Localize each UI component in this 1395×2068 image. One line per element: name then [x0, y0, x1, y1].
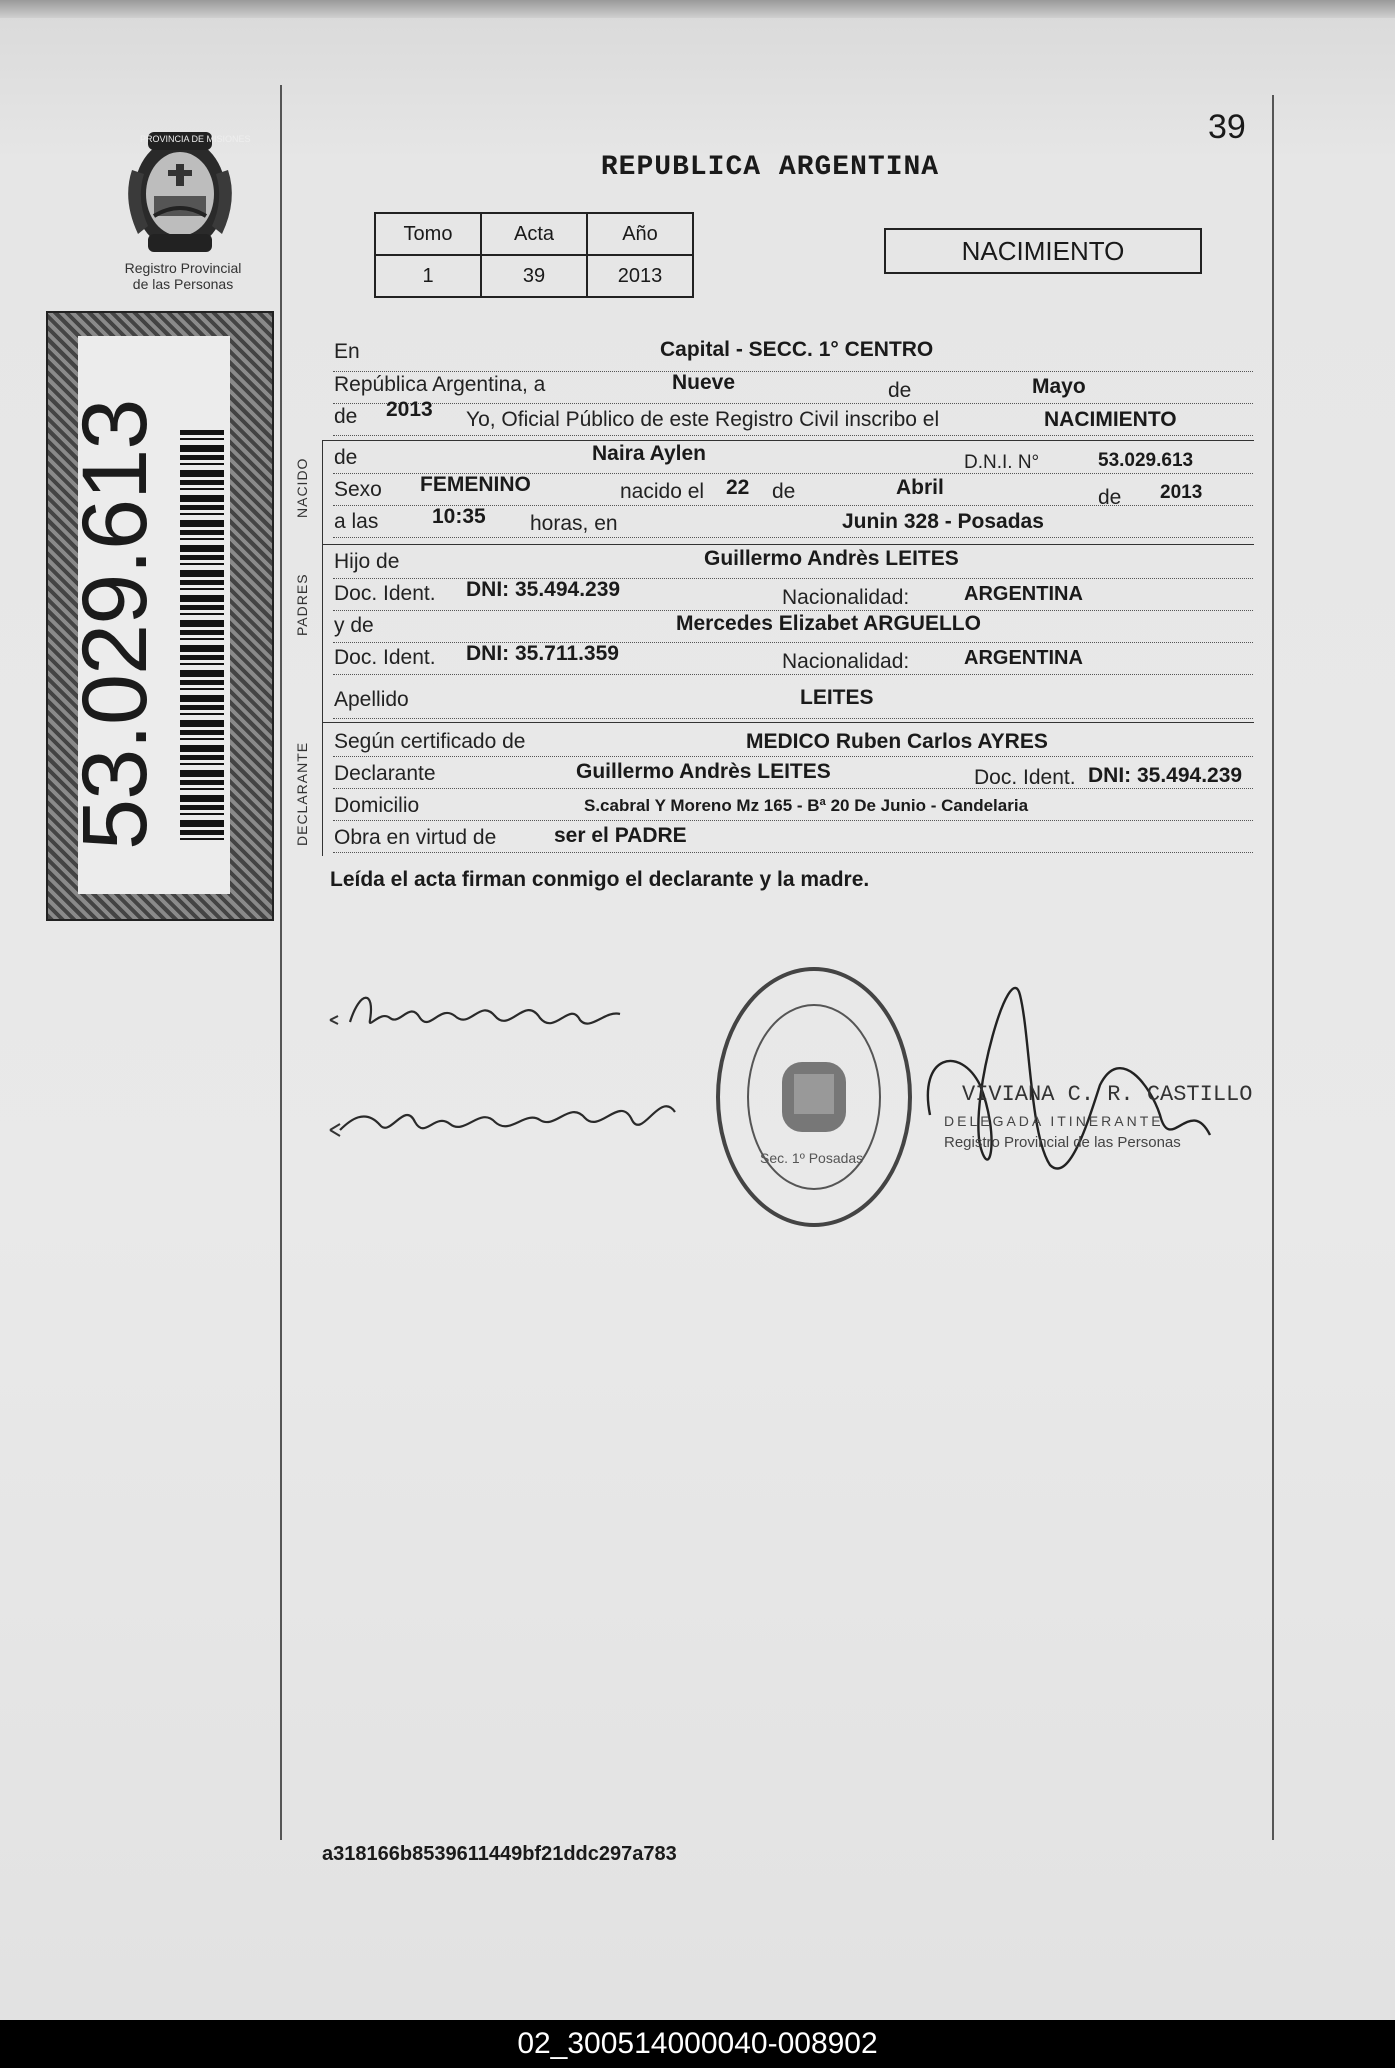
value-dia-nacimiento: 22	[726, 476, 750, 499]
value-tipo-inscripcion: NACIMIENTO	[1044, 408, 1177, 431]
left-margin-line	[280, 85, 282, 1840]
row-line	[333, 610, 1253, 611]
header-anio: Año	[587, 213, 693, 255]
side-barcode	[180, 430, 224, 840]
official-stamp	[712, 962, 916, 1232]
signature-graphics	[320, 980, 680, 1160]
value-anio-nacimiento: 2013	[1160, 482, 1203, 503]
country-title: REPUBLICA ARGENTINA	[600, 152, 940, 183]
official-name: VIVIANA C. R. CASTILLO	[962, 1082, 1253, 1107]
row-line	[333, 820, 1253, 821]
label-de: de	[888, 379, 912, 402]
section-divider	[322, 722, 1254, 723]
label-nacionalidad: Nacionalidad:	[782, 650, 910, 673]
value-doc-padre: DNI: 35.494.239	[466, 578, 621, 601]
value-declarante: Guillermo Andrès LEITES	[576, 760, 831, 783]
label-sexo: Sexo	[334, 478, 382, 501]
label-y-de: y de	[334, 614, 374, 637]
stamp-inner-text: Sec. 1º Posadas	[760, 1150, 864, 1166]
row-line	[333, 674, 1253, 675]
label-yo-oficial: Yo, Oficial Público de este Registro Civil inscribo el	[466, 408, 940, 431]
signature-father-text	[400, 1020, 410, 1021]
row-line	[333, 403, 1253, 404]
label-de: de	[334, 446, 358, 469]
value-anio: 2013	[587, 255, 693, 297]
row-line	[333, 537, 1253, 538]
section-side-line	[322, 440, 323, 856]
scan-top-band	[0, 0, 1395, 18]
value-mes-nacimiento: Abril	[896, 476, 944, 499]
row-line	[333, 852, 1253, 853]
signature-mother-text	[400, 1150, 412, 1151]
section-label-padres: PADRES	[294, 573, 310, 636]
label-domicilio: Domicilio	[334, 794, 420, 817]
logo-caption-line2: de las Personas	[132, 276, 234, 292]
label-de: de	[1098, 486, 1122, 509]
label-nacionalidad: Nacionalidad:	[782, 586, 910, 609]
section-divider	[322, 440, 1254, 441]
document-type-box: NACIMIENTO	[884, 228, 1202, 274]
label-declarante: Declarante	[334, 762, 436, 785]
header-tomo: Tomo	[375, 213, 481, 255]
value-dni: 53.029.613	[1098, 450, 1194, 471]
value-doc-madre: DNI: 35.711.359	[466, 642, 619, 665]
label-de: de	[772, 480, 796, 503]
value-tomo: 1	[375, 255, 481, 297]
section-label-nacido: NACIDO	[294, 457, 310, 518]
section-divider	[322, 544, 1254, 545]
value-dia: Nueve	[672, 371, 736, 394]
label-en: En	[334, 340, 360, 363]
label-doc-ident: Doc. Ident.	[334, 582, 436, 605]
label-dni: D.N.I. N°	[964, 452, 1040, 473]
closing-statement: Leída el acta firman conmigo el declarante y la madre.	[330, 868, 870, 891]
official-role: DELEGADA ITINERANTE	[944, 1113, 1164, 1129]
label-apellido: Apellido	[334, 688, 409, 711]
value-mes: Mayo	[1032, 375, 1086, 398]
label-horas-en: horas, en	[530, 512, 618, 535]
label-de: de	[334, 405, 358, 428]
label-doc-ident: Doc. Ident.	[974, 766, 1076, 789]
row-line	[333, 756, 1253, 757]
registry-table	[374, 212, 694, 298]
logo-caption	[108, 260, 258, 292]
logo-seal-text: PROVINCIA DE MISIONES	[140, 134, 251, 144]
side-document-number: 53.029.613	[64, 399, 166, 850]
label-obra-en-virtud: Obra en virtud de	[334, 826, 497, 849]
value-lugar-registro: Capital - SECC. 1° CENTRO	[660, 338, 934, 361]
stamp-ring-text	[720, 968, 745, 969]
row-line	[333, 435, 1253, 436]
label-hijo-de: Hijo de	[334, 550, 400, 573]
value-nombre: Naira Aylen	[592, 442, 706, 465]
value-padre: Guillermo Andrès LEITES	[704, 547, 959, 570]
value-domicilio: S.cabral Y Moreno Mz 165 - Bª 20 De Junio - Candelaria	[584, 796, 1029, 815]
value-hora: 10:35	[432, 505, 486, 528]
row-line	[333, 371, 1253, 372]
header-acta: Acta	[481, 213, 587, 255]
label-segun-certificado: Según certificado de	[334, 730, 526, 753]
logo-caption-line1: Registro Provincial	[124, 260, 242, 276]
value-acta: 39	[481, 255, 587, 297]
section-label-declarante: DECLARANTE	[294, 741, 310, 846]
page-number: 39	[1208, 108, 1246, 146]
value-anio: 2013	[386, 398, 433, 421]
value-doc-declarante: DNI: 35.494.239	[1088, 764, 1243, 787]
official-organization: Registro Provincial de las Personas	[944, 1134, 1181, 1151]
misiones-crest-logo	[118, 130, 242, 256]
row-line	[333, 788, 1253, 789]
label-nacido-el: nacido el	[620, 480, 705, 503]
value-obra: ser el PADRE	[554, 824, 687, 847]
label-republica: República Argentina, a	[334, 373, 546, 396]
footer-id: 02_300514000040-008902	[0, 2020, 1395, 2068]
row-line	[333, 718, 1253, 719]
right-margin-line	[1272, 95, 1274, 1840]
value-lugar-nacimiento: Junin 328 - Posadas	[842, 510, 1044, 533]
value-sexo: FEMENINO	[420, 473, 531, 496]
document-hash: a318166b8539611449bf21ddc297a783	[322, 1843, 677, 1865]
label-doc-ident: Doc. Ident.	[334, 646, 436, 669]
value-nacionalidad-madre: ARGENTINA	[964, 647, 1083, 669]
label-a-las: a las	[334, 510, 379, 533]
value-nacionalidad-padre: ARGENTINA	[964, 583, 1083, 605]
value-apellido: LEITES	[800, 686, 874, 709]
value-madre: Mercedes Elizabet ARGUELLO	[676, 612, 981, 635]
value-certificado: MEDICO Ruben Carlos AYRES	[746, 730, 1048, 753]
